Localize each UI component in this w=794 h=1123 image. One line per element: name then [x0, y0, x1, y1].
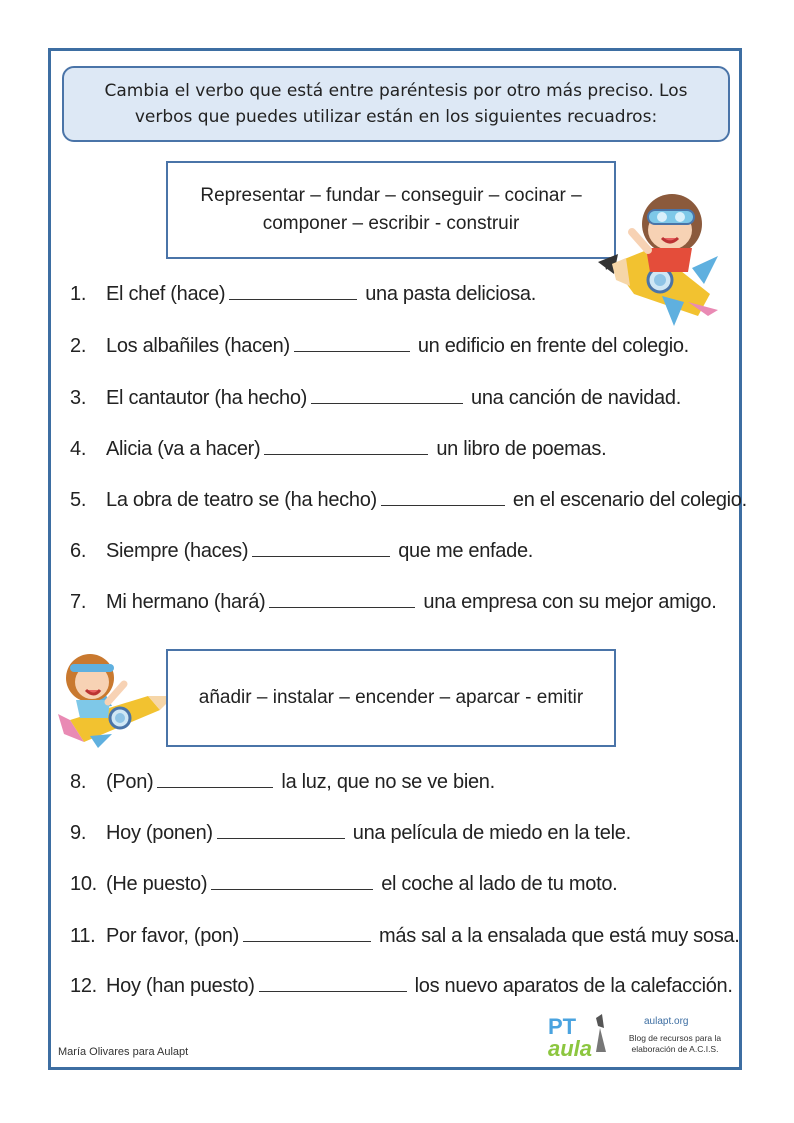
exercise-11 — [70, 925, 739, 948]
exercise-6 — [70, 540, 533, 563]
exercise-number: 11. — [70, 925, 96, 947]
exercise-9 — [70, 822, 631, 845]
instructions-text: Cambia el verbo que está entre paréntesis por otro más preciso. Los verbos que puedes utilizar están en los siguientes recuadros: — [104, 81, 688, 127]
author-credit: María Olivares para Aulapt — [58, 1046, 189, 1058]
exercise-prefix: Hoy (han puesto) — [106, 975, 255, 997]
exercise-prefix: (Pon) — [106, 771, 154, 793]
answer-blank[interactable] — [243, 927, 371, 942]
exercise-number: 1. — [70, 283, 87, 305]
exercise-number: 7. — [70, 591, 87, 613]
exercise-number: 6. — [70, 540, 87, 562]
exercise-suffix: los nuevo aparatos de la calefacción. — [414, 975, 733, 997]
exercise-5 — [70, 489, 747, 512]
exercise-prefix: La obra de teatro se (ha hecho) — [106, 489, 377, 511]
exercise-suffix: la luz, que no se ve bien. — [281, 771, 495, 793]
exercise-suffix: una canción de navidad. — [471, 387, 681, 409]
site-url: aulapt.org — [644, 1016, 689, 1027]
exercise-3 — [70, 387, 681, 410]
word-box-1-line-2: componer – escribir - construir — [262, 213, 520, 234]
exercise-2 — [70, 335, 689, 358]
word-box-2 — [166, 649, 616, 747]
answer-blank[interactable] — [259, 977, 407, 992]
exercise-8 — [70, 771, 495, 794]
exercise-number: 12. — [70, 975, 97, 997]
exercise-suffix: una pasta deliciosa. — [365, 283, 536, 305]
answer-blank[interactable] — [229, 285, 357, 300]
word-box-1-line-1: Representar – fundar – conseguir – cocinar – — [200, 185, 582, 206]
exercise-number: 3. — [70, 387, 87, 409]
aulapt-logo — [546, 1012, 610, 1062]
exercise-prefix: Mi hermano (hará) — [106, 591, 266, 613]
exercise-4 — [70, 438, 606, 461]
logo-text-bottom: aula — [548, 1036, 593, 1061]
kid-rocket-illustration-1 — [592, 176, 722, 328]
word-box-1 — [166, 161, 616, 259]
exercise-suffix: que me enfade. — [398, 540, 534, 562]
answer-blank[interactable] — [157, 773, 273, 788]
exercise-number: 4. — [70, 438, 87, 460]
exercise-suffix: el coche al lado de tu moto. — [381, 873, 618, 895]
answer-blank[interactable] — [294, 337, 410, 352]
exercise-suffix: una película de miedo en la tele. — [352, 822, 631, 844]
exercise-suffix: más sal a la ensalada que está muy sosa. — [379, 925, 740, 947]
exercise-suffix: un edificio en frente del colegio. — [417, 335, 689, 357]
exercise-12 — [70, 975, 733, 998]
exercise-prefix: El cantautor (ha hecho) — [106, 387, 308, 409]
exercise-7 — [70, 591, 716, 614]
exercise-prefix: El chef (hace) — [106, 283, 226, 305]
exercise-suffix: un libro de poemas. — [436, 438, 607, 460]
exercise-1 — [70, 283, 536, 306]
answer-blank[interactable] — [311, 389, 463, 404]
exercise-prefix: Por favor, (pon) — [106, 925, 240, 947]
exercise-prefix: Hoy (ponen) — [106, 822, 213, 844]
answer-blank[interactable] — [264, 440, 428, 455]
kid-rocket-illustration-2 — [50, 644, 180, 748]
exercise-suffix: en el escenario del colegio. — [512, 489, 747, 511]
logo-text-top: PT — [548, 1014, 577, 1039]
instructions-box — [62, 66, 730, 142]
answer-blank[interactable] — [381, 491, 505, 506]
answer-blank[interactable] — [211, 875, 373, 890]
answer-blank[interactable] — [269, 593, 415, 608]
exercise-prefix: (He puesto) — [106, 873, 208, 895]
exercise-number: 2. — [70, 335, 87, 357]
exercise-prefix: Siempre (haces) — [106, 540, 249, 562]
exercise-prefix: Alicia (va a hacer) — [106, 438, 261, 460]
exercise-number: 10. — [70, 873, 97, 895]
exercise-10 — [70, 873, 617, 896]
exercise-number: 5. — [70, 489, 87, 511]
site-tagline: Blog de recursos para la elaboración de A.C.I.S. — [628, 1033, 722, 1054]
word-box-2-line-1: añadir – instalar – encender – aparcar - emitir — [198, 687, 584, 708]
answer-blank[interactable] — [217, 824, 345, 839]
answer-blank[interactable] — [252, 542, 390, 557]
exercise-suffix: una empresa con su mejor amigo. — [423, 591, 717, 613]
exercise-number: 8. — [70, 771, 87, 793]
exercise-prefix: Los albañiles (hacen) — [106, 335, 290, 357]
exercise-number: 9. — [70, 822, 87, 844]
